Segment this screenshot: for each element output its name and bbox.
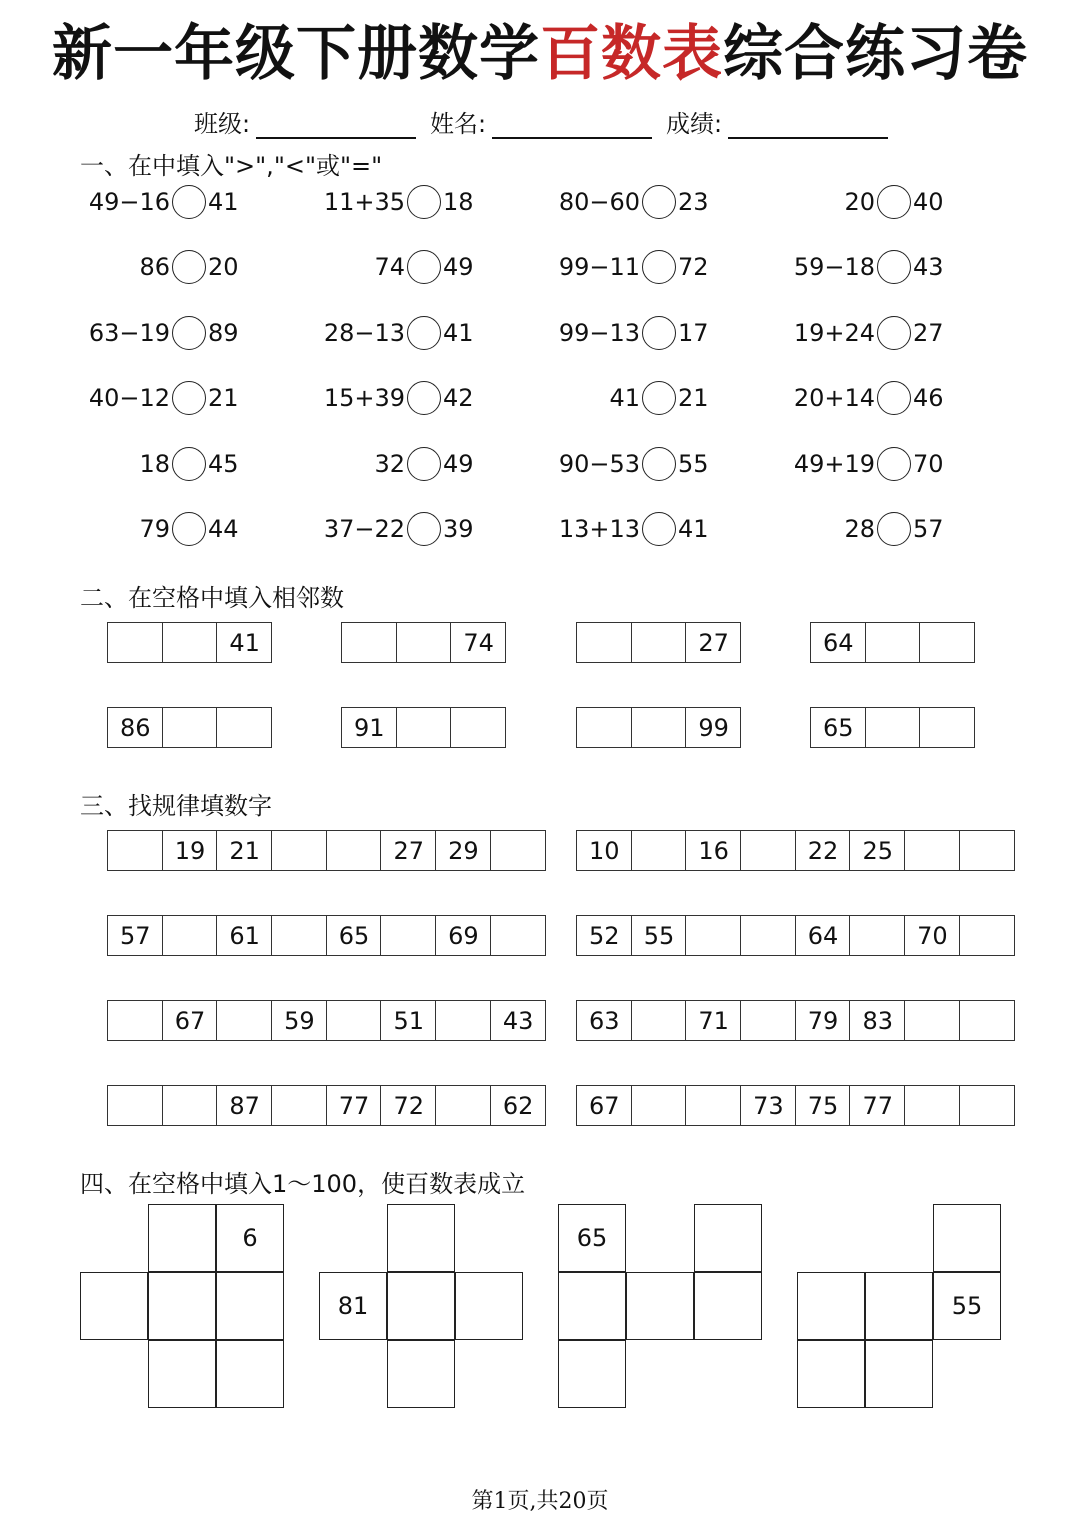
right-number: 41 [443, 318, 474, 347]
left-expression: 49−16 [88, 188, 170, 216]
given-number-cell: 22 [796, 831, 851, 871]
answer-circle[interactable] [407, 381, 441, 415]
blank-cell[interactable] [865, 1272, 933, 1340]
given-number-cell: 65 [558, 1204, 626, 1272]
blank-cell[interactable] [741, 916, 796, 956]
given-number-cell: 64 [811, 623, 866, 663]
left-expression: 28−13 [323, 318, 405, 347]
compare-item [320, 313, 474, 353]
given-number-cell: 67 [163, 1001, 218, 1041]
right-number: 45 [208, 449, 239, 478]
blank-cell[interactable] [148, 1272, 216, 1340]
section-2-heading: 二、在空格中填入相邻数 [80, 584, 344, 612]
answer-circle[interactable] [172, 447, 206, 481]
answer-circle[interactable] [642, 185, 676, 219]
given-number-cell: 87 [217, 1086, 272, 1126]
given-number-cell: 74 [451, 623, 506, 663]
blank-cell[interactable] [626, 1272, 694, 1340]
right-number: 46 [913, 384, 944, 413]
given-number-cell: 61 [217, 916, 272, 956]
blank-cell[interactable] [960, 1086, 1015, 1126]
answer-circle[interactable] [407, 447, 441, 481]
class-blank[interactable] [256, 113, 416, 139]
blank-cell[interactable] [797, 1340, 865, 1408]
pattern-row [107, 830, 546, 871]
blank-cell[interactable] [163, 708, 218, 748]
class-label: 班级: [194, 110, 251, 138]
blank-cell[interactable] [686, 916, 741, 956]
hundred-chart-fragment [797, 1204, 1001, 1408]
neighbor-row [576, 622, 741, 663]
compare-item [320, 444, 474, 484]
pattern-row [107, 1085, 546, 1126]
neighbor-row [341, 622, 506, 663]
answer-circle[interactable] [172, 316, 206, 350]
pattern-row [107, 1000, 546, 1041]
left-expression: 79 [139, 515, 170, 543]
given-number-cell: 71 [686, 1001, 741, 1041]
given-number-cell: 29 [436, 831, 491, 871]
blank-cell[interactable] [866, 623, 921, 663]
right-number: 17 [678, 318, 709, 347]
left-expression: 15+39 [323, 384, 405, 413]
score-blank[interactable] [728, 113, 888, 139]
answer-circle[interactable] [642, 250, 676, 284]
right-number: 39 [443, 515, 474, 543]
compare-item [85, 313, 239, 353]
blank-cell[interactable] [342, 623, 397, 663]
given-number-cell: 63 [577, 1001, 632, 1041]
given-number-cell: 57 [108, 916, 163, 956]
left-expression: 13+13 [558, 515, 640, 543]
blank-cell[interactable] [741, 831, 796, 871]
blank-cell[interactable] [577, 708, 632, 748]
left-expression: 86 [139, 253, 170, 282]
compare-item [555, 313, 709, 353]
pattern-row [576, 830, 1015, 871]
given-number-cell: 52 [577, 916, 632, 956]
left-expression: 90−53 [558, 449, 640, 478]
blank-cell[interactable] [866, 708, 921, 748]
compare-item [320, 247, 474, 287]
blank-cell[interactable] [632, 1086, 687, 1126]
blank-cell[interactable] [960, 1001, 1015, 1041]
given-number-cell: 55 [933, 1272, 1001, 1340]
given-number-cell: 10 [577, 831, 632, 871]
right-number: 20 [208, 253, 239, 282]
given-number-cell: 21 [217, 831, 272, 871]
blank-cell[interactable] [216, 1340, 284, 1408]
right-number: 18 [443, 188, 474, 216]
compare-item [85, 444, 239, 484]
answer-circle[interactable] [172, 381, 206, 415]
blank-cell[interactable] [387, 1272, 455, 1340]
given-number-cell: 77 [850, 1086, 905, 1126]
answer-circle[interactable] [877, 381, 911, 415]
blank-cell[interactable] [558, 1272, 626, 1340]
given-number-cell: 69 [436, 916, 491, 956]
neighbor-row [107, 707, 272, 748]
blank-cell[interactable] [577, 623, 632, 663]
blank-cell[interactable] [163, 1086, 218, 1126]
right-number: 42 [443, 384, 474, 413]
given-number-cell: 99 [686, 708, 741, 748]
given-number-cell: 59 [272, 1001, 327, 1041]
blank-cell[interactable] [216, 1272, 284, 1340]
blank-cell[interactable] [920, 708, 975, 748]
neighbor-row [810, 707, 975, 748]
section-1-heading: 一、在中填入">","<"或"=" [80, 152, 383, 180]
left-expression: 99−13 [558, 318, 640, 347]
title-highlight: 百数表 [540, 19, 723, 89]
name-blank[interactable] [492, 113, 652, 139]
left-expression: 59−18 [793, 253, 875, 282]
blank-cell[interactable] [741, 1001, 796, 1041]
blank-cell[interactable] [694, 1204, 762, 1272]
left-expression: 49+19 [793, 449, 875, 478]
given-number-cell: 41 [217, 623, 272, 663]
left-expression: 19+24 [793, 318, 875, 347]
blank-cell[interactable] [491, 916, 546, 956]
given-number-cell: 27 [381, 831, 436, 871]
compare-item [85, 509, 239, 549]
compare-item [555, 182, 709, 222]
blank-cell[interactable] [272, 831, 327, 871]
blank-cell[interactable] [272, 916, 327, 956]
left-expression: 63−19 [88, 318, 170, 347]
answer-circle[interactable] [172, 512, 206, 546]
neighbor-row [107, 622, 272, 663]
given-number-cell: 70 [905, 916, 960, 956]
compare-item [555, 378, 709, 418]
given-number-cell: 43 [491, 1001, 546, 1041]
given-number-cell: 27 [686, 623, 741, 663]
blank-cell[interactable] [387, 1204, 455, 1272]
right-number: 49 [443, 449, 474, 478]
section-3-heading: 三、找规律填数字 [80, 792, 272, 820]
right-number: 23 [678, 188, 709, 216]
right-number: 27 [913, 318, 944, 347]
compare-item [790, 247, 944, 287]
blank-cell[interactable] [436, 1086, 491, 1126]
blank-cell[interactable] [397, 623, 452, 663]
neighbor-row [576, 707, 741, 748]
given-number-cell: 51 [381, 1001, 436, 1041]
blank-cell[interactable] [148, 1204, 216, 1272]
blank-cell[interactable] [920, 623, 975, 663]
left-expression: 41 [609, 384, 640, 413]
left-expression: 37−22 [323, 515, 405, 543]
answer-circle[interactable] [877, 316, 911, 350]
right-number: 21 [678, 384, 709, 413]
blank-cell[interactable] [850, 916, 905, 956]
title-part1: 新一年级下册数学 [52, 19, 540, 89]
right-number: 21 [208, 384, 239, 413]
compare-item [555, 247, 709, 287]
right-number: 49 [443, 253, 474, 282]
left-expression: 74 [374, 253, 405, 282]
blank-cell[interactable] [148, 1340, 216, 1408]
hundred-chart-fragment [319, 1204, 523, 1408]
right-number: 41 [678, 515, 709, 543]
blank-cell[interactable] [960, 831, 1015, 871]
pattern-row [107, 915, 546, 956]
pattern-row [576, 1000, 1015, 1041]
blank-cell[interactable] [905, 1001, 960, 1041]
pattern-row [576, 915, 1015, 956]
compare-item [85, 182, 239, 222]
blank-cell[interactable] [797, 1272, 865, 1340]
given-number-cell: 65 [327, 916, 382, 956]
right-number: 44 [208, 515, 239, 543]
given-number-cell: 67 [577, 1086, 632, 1126]
blank-cell[interactable] [905, 831, 960, 871]
compare-item [320, 182, 474, 222]
blank-cell[interactable] [436, 1001, 491, 1041]
left-expression: 99−11 [558, 253, 640, 282]
page-title [0, 14, 1080, 94]
right-number: 40 [913, 188, 944, 216]
blank-cell[interactable] [558, 1340, 626, 1408]
answer-circle[interactable] [642, 316, 676, 350]
blank-cell[interactable] [327, 1001, 382, 1041]
answer-circle[interactable] [407, 512, 441, 546]
left-expression: 80−60 [558, 188, 640, 216]
answer-circle[interactable] [172, 250, 206, 284]
section-4-heading: 四、在空格中填入1～100，使百数表成立 [80, 1170, 526, 1198]
given-number-cell: 6 [216, 1204, 284, 1272]
blank-cell[interactable] [272, 1086, 327, 1126]
blank-cell[interactable] [491, 831, 546, 871]
compare-item [790, 313, 944, 353]
compare-item [320, 378, 474, 418]
left-expression: 32 [374, 449, 405, 478]
blank-cell[interactable] [217, 1001, 272, 1041]
given-number-cell: 77 [327, 1086, 382, 1126]
answer-circle[interactable] [877, 250, 911, 284]
compare-item [790, 509, 944, 549]
blank-cell[interactable] [108, 1086, 163, 1126]
blank-cell[interactable] [387, 1340, 455, 1408]
given-number-cell: 64 [796, 916, 851, 956]
given-number-cell: 65 [811, 708, 866, 748]
right-number: 55 [678, 449, 709, 478]
blank-cell[interactable] [960, 916, 1015, 956]
blank-cell[interactable] [163, 623, 218, 663]
compare-item [320, 509, 474, 549]
blank-cell[interactable] [455, 1272, 523, 1340]
compare-item [555, 444, 709, 484]
given-number-cell: 75 [796, 1086, 851, 1126]
right-number: 43 [913, 253, 944, 282]
right-number: 70 [913, 449, 944, 478]
blank-cell[interactable] [217, 708, 272, 748]
pattern-row [576, 1085, 1015, 1126]
left-expression: 11+35 [323, 188, 405, 216]
blank-cell[interactable] [694, 1272, 762, 1340]
blank-cell[interactable] [632, 708, 687, 748]
answer-circle[interactable] [407, 316, 441, 350]
blank-cell[interactable] [933, 1204, 1001, 1272]
given-number-cell: 79 [796, 1001, 851, 1041]
blank-cell[interactable] [865, 1340, 933, 1408]
blank-cell[interactable] [163, 916, 218, 956]
answer-circle[interactable] [877, 512, 911, 546]
neighbor-row [810, 622, 975, 663]
blank-cell[interactable] [632, 831, 687, 871]
blank-cell[interactable] [451, 708, 506, 748]
given-number-cell: 25 [850, 831, 905, 871]
given-number-cell: 73 [741, 1086, 796, 1126]
compare-item [555, 509, 709, 549]
right-number: 41 [208, 188, 239, 216]
neighbor-row [341, 707, 506, 748]
page-footer: 第1页,共20页 [471, 1489, 609, 1514]
right-number: 57 [913, 515, 944, 543]
answer-circle[interactable] [642, 512, 676, 546]
answer-circle[interactable] [877, 447, 911, 481]
blank-cell[interactable] [632, 623, 687, 663]
blank-cell[interactable] [686, 1086, 741, 1126]
blank-cell[interactable] [632, 1001, 687, 1041]
compare-item [85, 247, 239, 287]
given-number-cell: 55 [632, 916, 687, 956]
blank-cell[interactable] [108, 623, 163, 663]
answer-circle[interactable] [172, 185, 206, 219]
given-number-cell: 81 [319, 1272, 387, 1340]
left-expression: 28 [844, 515, 875, 543]
hundred-chart-fragment [80, 1204, 284, 1408]
given-number-cell: 72 [381, 1086, 436, 1126]
name-field [430, 104, 652, 139]
score-label: 成绩: [666, 110, 723, 138]
given-number-cell: 83 [850, 1001, 905, 1041]
left-expression: 40−12 [88, 384, 170, 413]
class-field [194, 104, 416, 139]
given-number-cell: 86 [108, 708, 163, 748]
given-number-cell: 16 [686, 831, 741, 871]
answer-circle[interactable] [877, 185, 911, 219]
compare-item [790, 182, 944, 222]
answer-circle[interactable] [407, 250, 441, 284]
hundred-chart-fragment [558, 1204, 762, 1408]
left-expression: 20 [844, 188, 875, 216]
blank-cell[interactable] [397, 708, 452, 748]
score-field [666, 104, 888, 139]
right-number: 89 [208, 318, 239, 347]
compare-item [790, 378, 944, 418]
title-part2: 综合练习卷 [723, 19, 1028, 89]
blank-cell[interactable] [905, 1086, 960, 1126]
compare-item [85, 378, 239, 418]
answer-circle[interactable] [407, 185, 441, 219]
left-expression: 18 [139, 449, 170, 478]
blank-cell[interactable] [327, 831, 382, 871]
blank-cell[interactable] [381, 916, 436, 956]
right-number: 72 [678, 253, 709, 282]
compare-item [790, 444, 944, 484]
answer-circle[interactable] [642, 447, 676, 481]
given-number-cell: 91 [342, 708, 397, 748]
blank-cell[interactable] [108, 831, 163, 871]
given-number-cell: 62 [491, 1086, 546, 1126]
name-label: 姓名: [430, 110, 487, 138]
blank-cell[interactable] [108, 1001, 163, 1041]
answer-circle[interactable] [642, 381, 676, 415]
blank-cell[interactable] [80, 1272, 148, 1340]
left-expression: 20+14 [793, 384, 875, 413]
given-number-cell: 19 [163, 831, 218, 871]
